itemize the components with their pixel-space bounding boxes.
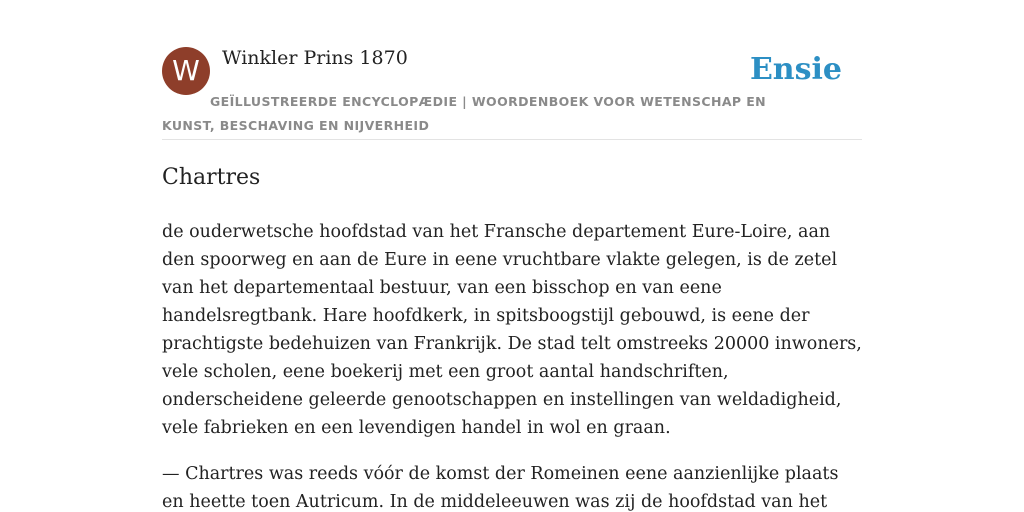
entry-paragraph-2: — Chartres was reeds vóór de komst der Romeinen eene aanzienlijke plaats en heette toen Autricum. In de middeleeuwen was zij de hoofdstad van het — [162, 464, 839, 512]
source-subtitle: GEÏLLUSTREERDE ENCYCLOPÆDIE | WOORDENBOEK VOOR WETENSCHAP EN KUNST, BESCHAVING EN NIJVERHEID — [162, 94, 767, 133]
entry-header — [162, 46, 862, 140]
entry-title: Chartres — [162, 165, 261, 190]
entry-paragraph-1: de ouderwetsche hoofdstad van het Fransche departement Eure-Loire, aan den spoorweg en aan de Eure in eene vruchtbare vlakte gelegen, is de zetel van het departementaal bestuur, van een bisschop en van eene handelsregtbank. Hare hoofdkerk, in spitsboogstijl gebouwd, is eene der prachtigste bedehuizen van Frankrijk. De stad telt omstreeks 20000 inwoners, vele scholen, eene boekerij met een groot aantal handschriften, onderscheidene geleerde genootschappen en instellingen van weldadigheid, vele fabrieken en een levendigen handel in wol en graan. — [162, 222, 862, 438]
ensie-logo-link[interactable]: Ensie — [749, 52, 842, 87]
source-avatar[interactable]: W — [162, 47, 210, 95]
source-name-link[interactable]: Winkler Prins 1870 — [222, 47, 408, 69]
entry-content — [162, 160, 862, 512]
